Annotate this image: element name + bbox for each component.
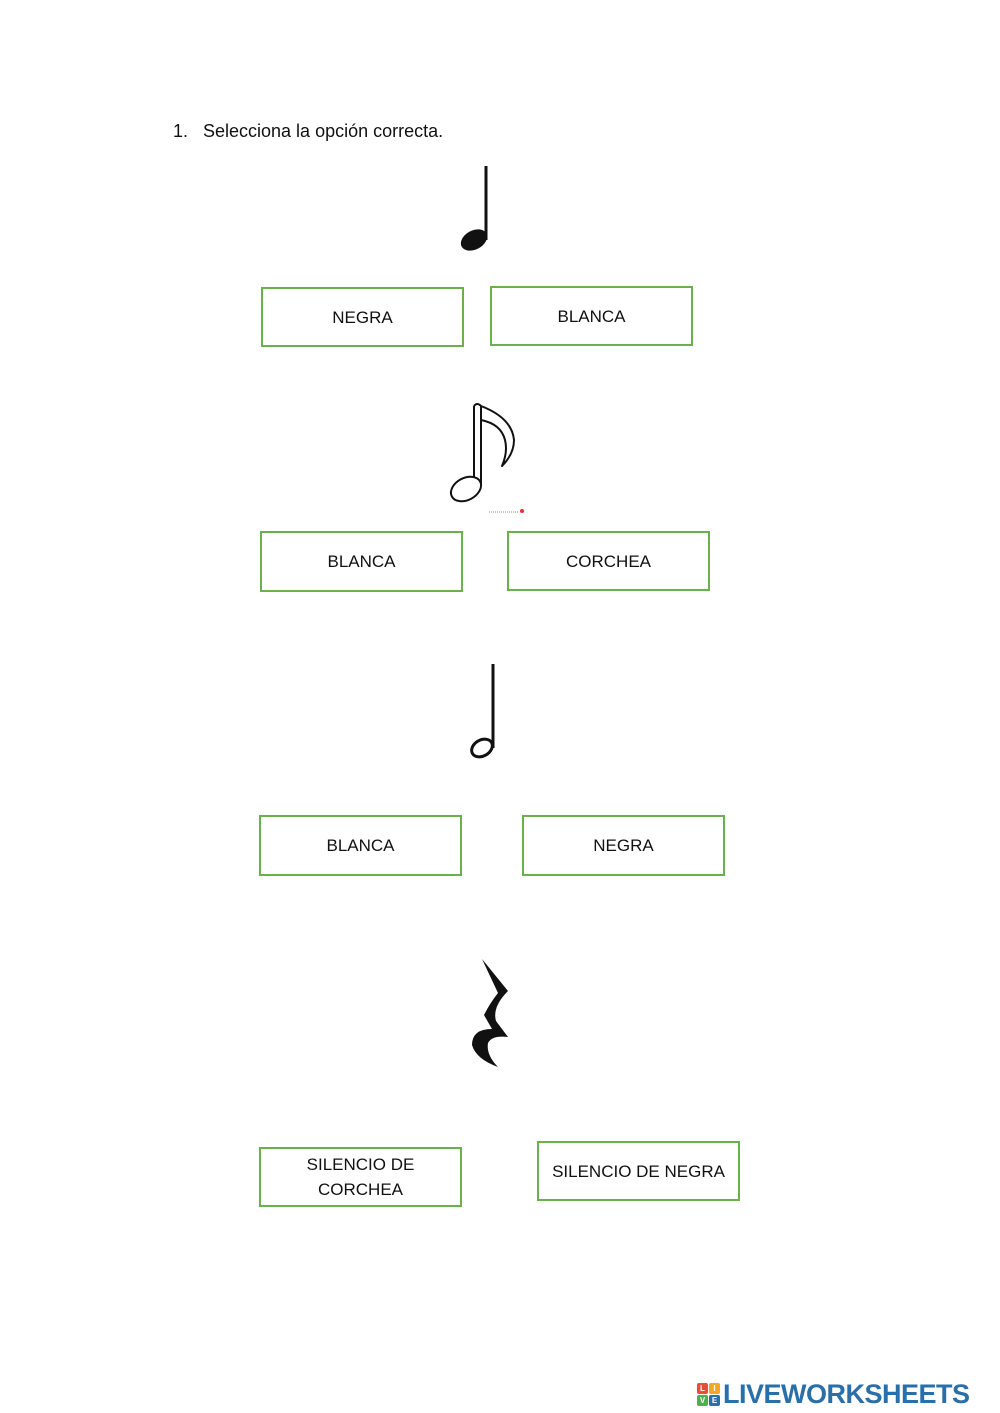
option-label: BLANCA — [557, 306, 626, 326]
q4-option-silencio-de-negra[interactable] — [537, 1141, 740, 1201]
q4-option-silencio-de-corchea[interactable] — [259, 1147, 462, 1207]
option-label: CORCHEA — [565, 551, 651, 571]
option-label: BLANCA — [326, 836, 395, 855]
option-label-line1: SILENCIO DE — [306, 1155, 415, 1174]
instruction-number: 1. — [173, 121, 189, 141]
option-label-line2: CORCHEA — [317, 1180, 403, 1199]
q1-option-negra[interactable] — [261, 287, 464, 347]
logo-letter: V — [697, 1395, 708, 1406]
eighth-note-icon — [444, 400, 524, 510]
q1-option-blanca[interactable] — [490, 286, 693, 346]
quarter-rest-icon — [462, 955, 518, 1075]
option-label: NEGRA — [593, 836, 654, 855]
instruction — [173, 119, 443, 143]
logo-letter: L — [697, 1383, 708, 1394]
option-label: NEGRA — [332, 307, 393, 327]
liveworksheets-logo — [697, 1378, 970, 1410]
quarter-note-icon — [450, 160, 500, 260]
q2-option-blanca[interactable] — [260, 531, 463, 592]
half-note-icon — [465, 658, 505, 768]
instruction-text: Selecciona la opción correcta. — [203, 121, 444, 141]
logo-text: LIVEWORKSHEETS — [723, 1378, 970, 1409]
logo-letter: I — [709, 1383, 720, 1394]
option-label: SILENCIO DE NEGRA — [552, 1161, 725, 1181]
q3-option-negra[interactable] — [522, 815, 725, 876]
logo-mark-icon — [697, 1383, 720, 1406]
q3-option-blanca[interactable] — [259, 815, 462, 876]
q2-option-corchea[interactable] — [507, 531, 710, 591]
logo-letter: E — [709, 1395, 720, 1406]
option-label: BLANCA — [327, 552, 396, 571]
tiny-caption-mark — [489, 509, 525, 514]
